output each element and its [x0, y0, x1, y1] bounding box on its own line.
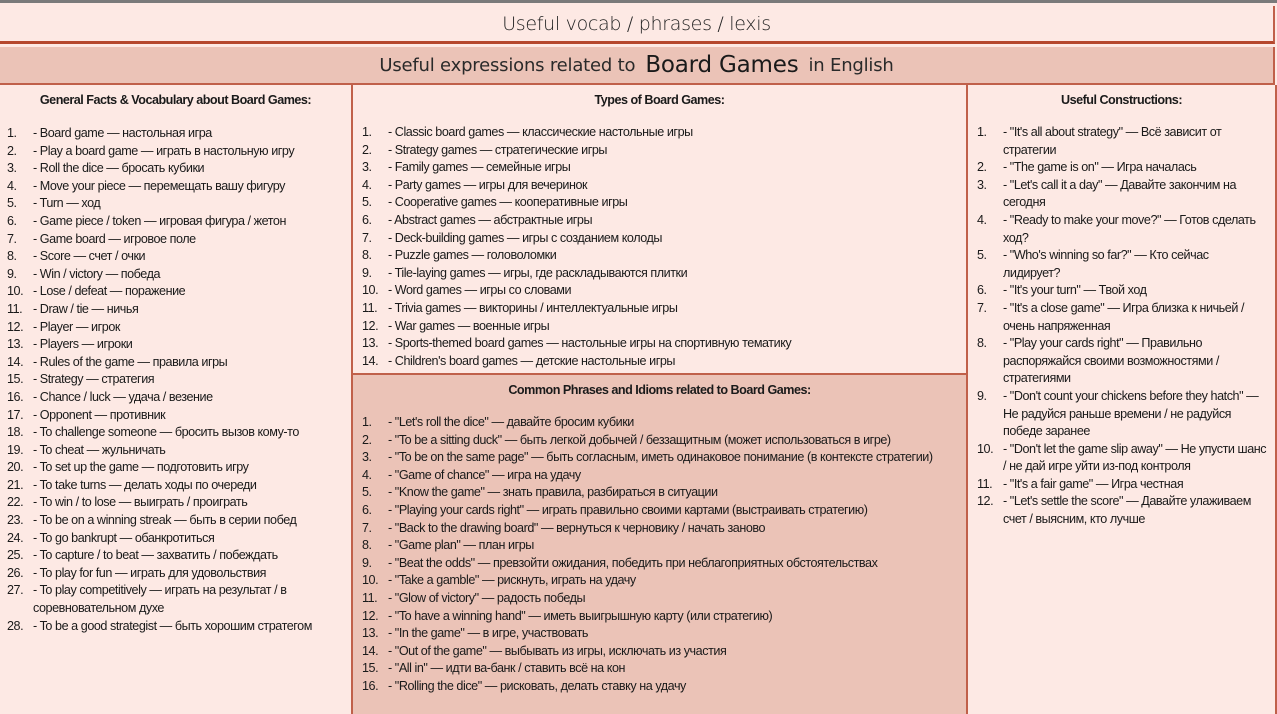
- item-number: 1.: [362, 415, 372, 429]
- list-item: [7, 125, 351, 143]
- item-text: - Tile-laying games — игры, где раскладываются плитки: [388, 265, 688, 280]
- item-number: 3.: [362, 160, 372, 175]
- item-number: 10.: [977, 441, 994, 456]
- list-item: [362, 265, 966, 283]
- list-item: [7, 195, 351, 213]
- list-item: [7, 231, 351, 249]
- list-item: [977, 247, 1267, 282]
- item-text: - Move your piece — перемещать вашу фигуру: [33, 178, 285, 193]
- item-text: - "Out of the game" — выбывать из игры, исключать из участия: [388, 643, 727, 658]
- item-number: 3.: [977, 177, 987, 192]
- list-item: [977, 493, 1267, 528]
- item-text: - "Rolling the dice" — рисковать, делать ставку на удачу: [388, 678, 686, 693]
- list-item: [7, 160, 351, 178]
- list-item: [977, 177, 1267, 212]
- item-text: - To win / to lose — выиграть / проиграть: [33, 495, 248, 510]
- item-number: 14.: [7, 354, 24, 369]
- page-subtitle: [0, 47, 1275, 85]
- item-number: 12.: [362, 608, 379, 623]
- item-number: 12.: [7, 319, 24, 334]
- useful-constructions-list: [968, 124, 1275, 529]
- page-title: [0, 6, 1275, 44]
- item-text: - Player — игрок: [33, 319, 120, 334]
- item-number: 14.: [362, 643, 379, 658]
- item-text: - Chance / luck — удача / везение: [33, 389, 213, 404]
- list-item: [7, 283, 351, 301]
- list-item: [362, 502, 966, 520]
- list-item: [362, 520, 966, 538]
- item-number: 19.: [7, 442, 24, 457]
- list-item: [7, 178, 351, 196]
- list-item: [7, 371, 351, 389]
- item-text: - Turn — ход: [33, 196, 101, 211]
- item-number: 3.: [7, 161, 17, 176]
- list-item: [7, 442, 351, 460]
- subtitle-suffix: in English: [808, 54, 894, 76]
- subtitle-prefix: Useful expressions related to: [379, 54, 636, 76]
- item-text: - Classic board games — классические настольные игры: [388, 125, 693, 139]
- item-text: - Sports-themed board games — настольные игры на спортивную тематику: [388, 336, 792, 351]
- item-text: - Score — счет / очки: [33, 249, 146, 264]
- item-number: 4.: [977, 212, 987, 227]
- list-item: [362, 212, 966, 230]
- list-item: [977, 388, 1267, 441]
- item-text: - "Back to the drawing board" — вернуться к черновику / начать заново: [388, 520, 766, 535]
- item-text: - Strategy games — стратегические игры: [388, 142, 608, 157]
- item-number: 9.: [362, 265, 372, 280]
- list-item: [362, 449, 966, 467]
- list-item: [7, 618, 351, 636]
- list-item: [7, 494, 351, 512]
- item-text: - To be on a winning streak — быть в серии побед: [33, 513, 297, 528]
- list-item: [362, 555, 966, 573]
- item-number: 26.: [7, 565, 24, 580]
- list-item: [362, 678, 966, 696]
- item-text: - "It's a close game" — Игра близка к ничьей / очень напряженная: [1003, 300, 1245, 333]
- item-text: - Play a board game — играть в настольную игру: [33, 143, 295, 158]
- item-text: - Trivia games — викторины / интеллектуальные игры: [388, 300, 678, 315]
- item-number: 5.: [362, 195, 372, 210]
- list-item: [362, 608, 966, 626]
- item-number: 11.: [362, 300, 378, 315]
- item-number: 13.: [362, 336, 379, 351]
- item-number: 27.: [7, 583, 24, 598]
- item-number: 7.: [977, 300, 987, 315]
- item-number: 9.: [977, 388, 987, 403]
- list-item: [362, 432, 966, 450]
- item-text: - To go bankrupt — обанкротиться: [33, 530, 215, 545]
- item-number: 2.: [7, 143, 17, 158]
- list-item: [977, 124, 1267, 159]
- item-number: 24.: [7, 530, 24, 545]
- list-item: [7, 248, 351, 266]
- item-text: - Abstract games — абстрактные игры: [388, 212, 593, 227]
- item-text: - Family games — семейные игры: [388, 160, 571, 175]
- list-item: [977, 300, 1267, 335]
- item-text: - Rules of the game — правила игры: [33, 354, 228, 369]
- item-text: - "Let's settle the score" — Давайте улаживаем счет / выясним, кто лучше: [1003, 494, 1251, 527]
- list-item: [977, 476, 1267, 494]
- general-vocabulary-list: [0, 124, 351, 635]
- item-text: - "Let's roll the dice" — давайте бросим кубики: [388, 415, 634, 429]
- item-text: - "Ready to make your move?" — Готов сделать ход?: [1003, 212, 1256, 245]
- item-number: 9.: [362, 555, 372, 570]
- item-text: - "Know the game" — знать правила, разбираться в ситуации: [388, 485, 718, 500]
- item-number: 18.: [7, 425, 24, 440]
- item-number: 2.: [977, 160, 987, 175]
- item-number: 8.: [7, 249, 17, 264]
- item-number: 25.: [7, 548, 24, 563]
- list-item: [7, 336, 351, 354]
- item-number: 1.: [977, 125, 987, 139]
- item-text: - Opponent — противник: [33, 407, 166, 422]
- list-item: [362, 537, 966, 555]
- list-item: [362, 247, 966, 265]
- phrases-idioms-list: [353, 414, 966, 696]
- item-text: - "Don't count your chickens before they hatch" — Не радуйся раньше времени / не радуйся победе заранее: [1003, 388, 1259, 439]
- list-item: [7, 530, 351, 548]
- item-number: 16.: [7, 389, 24, 404]
- section-phrases-idioms: [353, 375, 966, 714]
- item-number: 10.: [362, 573, 379, 588]
- item-number: 8.: [362, 538, 372, 553]
- item-number: 22.: [7, 495, 24, 510]
- item-number: 10.: [362, 283, 379, 298]
- item-number: 3.: [362, 450, 372, 465]
- item-text: - To challenge someone — бросить вызов кому-то: [33, 425, 299, 440]
- item-number: 11.: [7, 301, 23, 316]
- list-item: [977, 159, 1267, 177]
- item-text: - "It's a fair game" — Игра честная: [1003, 476, 1184, 491]
- item-text: - "To be on the same page" — быть согласным, иметь одинаковое понимание (в контексте стратегии): [388, 450, 933, 465]
- item-number: 4.: [362, 467, 372, 482]
- list-item: [977, 212, 1267, 247]
- item-text: - "Who's winning so far?" — Кто сейчас лидирует?: [1003, 248, 1209, 280]
- item-number: 8.: [977, 336, 987, 351]
- list-item: [7, 266, 351, 284]
- item-text: - War games — военные игры: [388, 318, 550, 333]
- list-item: [7, 213, 351, 231]
- item-number: 15.: [362, 661, 379, 676]
- item-text: - To play for fun — играть для удовольствия: [33, 565, 267, 580]
- list-item: [362, 414, 966, 432]
- list-item: [362, 572, 966, 590]
- item-text: - Board game — настольная игра: [33, 126, 212, 140]
- item-text: - To take turns — делать ходы по очереди: [33, 477, 257, 492]
- item-text: - "All in" — идти ва-банк / ставить всё на кон: [388, 661, 626, 676]
- section-useful-constructions: [968, 85, 1277, 714]
- item-number: 15.: [7, 372, 24, 387]
- item-number: 17.: [7, 407, 24, 422]
- list-item: [977, 282, 1267, 300]
- item-number: 6.: [362, 502, 372, 517]
- item-text: - To cheat — жульничать: [33, 442, 166, 457]
- item-number: 13.: [7, 337, 24, 352]
- item-number: 20.: [7, 460, 24, 475]
- item-number: 16.: [362, 678, 379, 693]
- item-text: - Players — игроки: [33, 337, 133, 352]
- list-item: [362, 467, 966, 485]
- item-text: - Party games — игры для вечеринок: [388, 177, 588, 192]
- section-heading: Common Phrases and Idioms related to Board Games:: [508, 383, 811, 397]
- list-item: [7, 301, 351, 319]
- item-text: - "Game plan" — план игры: [388, 538, 534, 553]
- item-number: 5.: [7, 196, 17, 211]
- item-text: - "Play your cards right" — Правильно распоряжайся своими возможностями / стратегиями: [1003, 336, 1219, 386]
- item-text: - Cooperative games — кооперативные игры: [388, 195, 628, 210]
- item-text: - To be a good strategist — быть хорошим стратегом: [33, 618, 312, 633]
- item-text: - Deck-building games — игры с созданием колоды: [388, 230, 663, 245]
- page-title-text: Useful vocab / phrases / lexis: [502, 12, 771, 35]
- list-item: [7, 319, 351, 337]
- section-heading: Useful Constructions:: [1060, 93, 1183, 107]
- section-types-of-games: [353, 85, 966, 375]
- item-number: 11.: [977, 476, 993, 491]
- item-number: 1.: [362, 125, 372, 139]
- item-text: - "Beat the odds" — превзойти ожидания, победить при неблагоприятных обстоятельствах: [388, 555, 878, 570]
- list-item: [977, 335, 1267, 388]
- item-number: 12.: [977, 494, 994, 509]
- item-number: 7.: [362, 230, 372, 245]
- item-number: 12.: [362, 318, 379, 333]
- item-number: 7.: [362, 520, 372, 535]
- item-text: - "Don't let the game slip away" — Не упусти шанс / не дай игре уйти из-под контроля: [1003, 441, 1267, 474]
- list-item: [7, 547, 351, 565]
- item-text: - "Game of chance" — игра на удачу: [388, 467, 581, 482]
- item-number: 6.: [362, 212, 372, 227]
- list-item: [362, 318, 966, 336]
- item-text: - "Let's call it a day" — Давайте закончим на сегодня: [1003, 177, 1237, 210]
- item-text: - Puzzle games — головоломки: [388, 248, 557, 263]
- section-general-vocabulary: [0, 85, 353, 714]
- item-text: - Strategy — стратегия: [33, 372, 155, 387]
- list-item: [7, 424, 351, 442]
- list-item: [362, 282, 966, 300]
- item-number: 9.: [7, 266, 17, 281]
- item-number: 28.: [7, 618, 24, 633]
- item-text: - Word games — игры со словами: [388, 283, 572, 298]
- list-item: [7, 512, 351, 530]
- list-item: [7, 477, 351, 495]
- list-item: [7, 582, 351, 617]
- item-text: - To set up the game — подготовить игру: [33, 460, 249, 475]
- list-item: [7, 565, 351, 583]
- item-number: 6.: [977, 283, 987, 298]
- item-number: 5.: [362, 485, 372, 500]
- item-number: 4.: [7, 178, 17, 193]
- list-item: [362, 590, 966, 608]
- item-text: - Game piece / token — игровая фигура / жетон: [33, 213, 286, 228]
- list-item: [362, 194, 966, 212]
- section-heading: Types of Board Games:: [594, 93, 725, 107]
- item-text: - To play competitively — играть на результат / в соревновательном духе: [33, 583, 287, 616]
- list-item: [362, 230, 966, 248]
- list-item: [7, 407, 351, 425]
- item-text: - Children's board games — детские настольные игры: [388, 353, 676, 368]
- list-item: [362, 177, 966, 195]
- list-item: [362, 300, 966, 318]
- middle-column: [353, 85, 968, 714]
- subtitle-topic: Board Games: [645, 52, 799, 78]
- item-text: - "Glow of victory" — радость победы: [388, 590, 586, 605]
- item-text: - "Playing your cards right" — играть правильно своими картами (выстраивать стратегию): [388, 502, 868, 517]
- item-number: 2.: [362, 432, 372, 447]
- item-text: - "Take a gamble" — рискнуть, играть на удачу: [388, 573, 636, 588]
- list-item: [362, 484, 966, 502]
- item-text: - Draw / tie — ничья: [33, 301, 139, 316]
- list-item: [7, 389, 351, 407]
- item-number: 11.: [362, 590, 378, 605]
- item-text: - "To have a winning hand" — иметь выигрышную карту (или стратегию): [388, 608, 773, 623]
- item-number: 4.: [362, 177, 372, 192]
- item-number: 1.: [7, 126, 17, 140]
- list-item: [7, 143, 351, 161]
- item-text: - Game board — игровое поле: [33, 231, 196, 246]
- list-item: [362, 142, 966, 160]
- list-item: [362, 353, 966, 371]
- item-text: - "It's your turn" — Твой ход: [1003, 283, 1147, 298]
- list-item: [362, 124, 966, 142]
- list-item: [7, 459, 351, 477]
- item-number: 5.: [977, 248, 987, 263]
- item-number: 10.: [7, 284, 24, 299]
- item-text: - Win / victory — победа: [33, 266, 161, 281]
- types-of-games-list: [353, 124, 966, 370]
- list-item: [977, 441, 1267, 476]
- item-number: 13.: [362, 626, 379, 641]
- item-number: 8.: [362, 248, 372, 263]
- item-text: - To capture / to beat — захватить / побеждать: [33, 548, 278, 563]
- item-number: 21.: [7, 477, 24, 492]
- item-text: - "To be a sitting duck" — быть легкой добычей / беззащитным (может использоваться в игре): [388, 432, 891, 447]
- item-text: - "It's all about strategy" — Всё зависит от стратегии: [1003, 125, 1222, 157]
- item-text: - "The game is on" — Игра началась: [1003, 160, 1197, 175]
- section-heading: General Facts & Vocabulary about Board Games:: [39, 93, 312, 107]
- item-number: 6.: [7, 213, 17, 228]
- item-number: 7.: [7, 231, 17, 246]
- item-text: - Lose / defeat — поражение: [33, 284, 186, 299]
- item-text: - "In the game" — в игре, участвовать: [388, 626, 588, 641]
- item-text: - Roll the dice — бросать кубики: [33, 161, 205, 176]
- list-item: [362, 625, 966, 643]
- item-number: 2.: [362, 142, 372, 157]
- list-item: [7, 354, 351, 372]
- list-item: [362, 643, 966, 661]
- item-number: 14.: [362, 353, 379, 368]
- list-item: [362, 159, 966, 177]
- list-item: [362, 335, 966, 353]
- item-number: 23.: [7, 513, 24, 528]
- list-item: [362, 660, 966, 678]
